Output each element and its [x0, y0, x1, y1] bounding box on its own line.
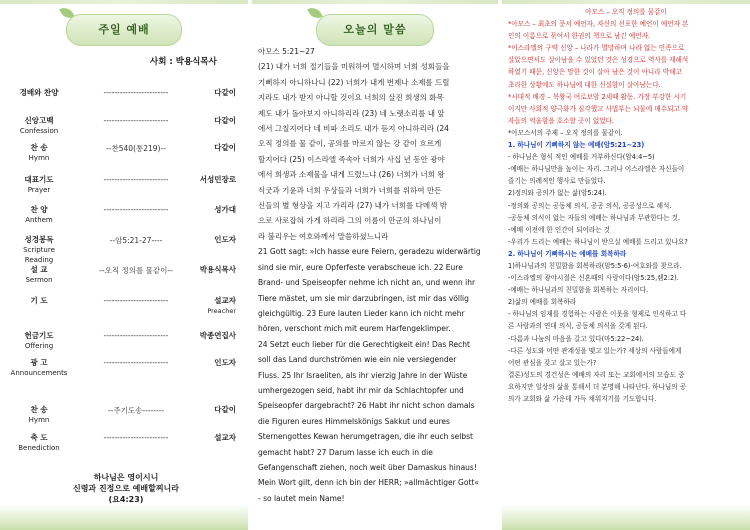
sermon-note-line: 아모스 – 오직 정의를 물같이: [585, 8, 667, 16]
scripture-text: [258, 44, 492, 506]
order-row: [0, 143, 248, 169]
order-row-label-text: 축 도: [30, 433, 48, 442]
order-row-label: [8, 235, 70, 265]
sermon-note-line: *이스라엘의 구약 신앙 – 나라가 멸망하며 나라 없는 민족으로: [508, 44, 685, 53]
order-row-detail: --오직 정의를 물같이--: [99, 266, 173, 275]
scripture-line: 으로 사로잡혀 가게 하리라 그의 이름이 만군의 하나님이: [258, 216, 442, 226]
scripture-line: die Figuren eures Himmelskönigs Sakkut und eures: [258, 416, 450, 426]
order-row-leader-text: 설교자: [214, 433, 236, 442]
order-of-worship-panel: [0, 0, 248, 530]
order-row-leader: [214, 88, 236, 98]
order-row-label-text: 신앙고백: [24, 116, 54, 125]
order-row-leader: [214, 143, 236, 153]
sermon-note-line: *시대적 배경 – 북왕국 여로보암 2세때 활동. 가장 부강한 시기: [508, 92, 687, 101]
scripture-line: 신들의 별 형상을 지고 가리라 (27) 내가 너희를 다메섹 밖: [258, 201, 447, 211]
scripture-line: Speiseopfer dargebracht? 26 Habt ihr nicht schon damals: [258, 401, 475, 411]
order-row-sublabel: Benediction: [18, 444, 60, 452]
scripture-line: 지라도 내가 받지 아니할 것이요 너희의 살진 희생의 화목: [258, 93, 444, 103]
order-row-label-text: 광 고: [30, 358, 48, 367]
order-title: 주일 예배: [66, 14, 182, 46]
order-row-sublabel: Sermon: [25, 276, 53, 284]
motto: [36, 472, 216, 505]
scripture-line: 식굿과 기윤과 너희 우상들과 너희가 너희를 위하여 만든: [258, 185, 442, 195]
scripture-line: 할지어다 (25) 이스라엘 족속아 너희가 사십 년 동안 광야: [258, 154, 445, 164]
motto-line: 하나님은 영이시니: [93, 473, 159, 482]
order-row-sublabel: Announcements: [10, 369, 68, 377]
order-row-leader: [207, 296, 236, 316]
sermon-note-line: - 하나님의 임재를 경험하는 사람은 이웃을 형제로 인식하고 다: [508, 310, 687, 319]
order-row-detail: ------------------------: [103, 88, 169, 97]
order-row: [0, 175, 248, 201]
sermon-note-line: - 하나님은 형식 적인 예배를 거부하신다(암4:4~5): [508, 153, 655, 162]
sermon-note-line: -이스라엘의 광야시절은 신혼때의 사랑이다(암5:25,렘2:2).: [508, 274, 679, 283]
order-row-detail: ------------------------: [103, 331, 169, 340]
order-row-detail: --주기도송--------: [107, 406, 165, 415]
sermon-note-line: 즐기는 의례적인 행사로 만들었다.: [508, 177, 606, 186]
scripture-line: 에서 그칠지어다 네 비파 소리도 내가 듣지 아니하리라 (24: [258, 124, 449, 134]
order-row-sublabel: Confession: [19, 127, 59, 135]
sermon-note-line: 인의 이름으로 묶여서 한권의 책으로 남긴 예언자.: [508, 32, 651, 41]
scripture-line: Sternengottes Kewan herumgetragen, die ihr euch selbst: [258, 432, 473, 442]
order-row-leader: [214, 116, 236, 126]
order-row: [0, 88, 248, 114]
order-row-leader: [214, 433, 236, 443]
sermon-note-line: -예배는 하나님만을 높이는 자리. 그러나 이스라엘은 자신들이: [508, 165, 685, 174]
order-row-sublabel: Anthem: [25, 216, 53, 224]
sermon-note-line: 의가 교회와 삶 가운데 가득 채워지기를 기도합니다.: [508, 395, 657, 403]
scripture-line: sind sie mir, eure Opferfeste verabscheue ich. 22 Eure: [258, 262, 463, 272]
scripture-title: 오늘의 말씀: [316, 14, 434, 46]
sermon-note-line: 1)하나님과의 친밀함을 회복하라(암5:5-6)-여호와를 찾으라.: [508, 261, 682, 270]
sermon-notes-text: [508, 6, 744, 405]
order-row-detail: ------------------------: [103, 296, 169, 305]
scripture-line: - so lautet mein Name!: [258, 493, 345, 503]
sermon-note-line: 살았으면서도 살아남을 수 있었던 것은 성경으로 역사를 재해석: [508, 56, 689, 65]
order-row-detail: ------------------------: [103, 358, 169, 367]
scripture-line: 에서 희생과 소제물을 내게 드렸느냐 (26) 너희가 너희 왕: [258, 170, 445, 180]
order-row-detail: ------------------------: [103, 175, 169, 184]
scripture-line: (21) 내가 너희 절기들을 미워하여 멸시하며 너희 성회들을: [258, 62, 450, 72]
sermon-note-line: 2. 하나님이 기뻐하시는 예배를 회복하라: [508, 249, 627, 258]
order-row-leader-text: 설교자: [214, 296, 236, 305]
sermon-note-line: -다름과 나눔의 마음을 갈고 있다(마5:22~24).: [508, 334, 644, 343]
order-row-leader-text: 성가대: [214, 205, 236, 214]
order-row-label: [8, 265, 70, 285]
scripture-line: Tiere mästet, um sie mir darzubringen, ist mir das völlig: [258, 293, 469, 303]
panel-top-border: [502, 0, 750, 4]
scripture-line: Gefangenschaft ziehen, noch weit über Damaskus hinaus!: [258, 462, 477, 472]
order-row-leader: [214, 205, 236, 215]
order-row: [0, 116, 248, 142]
scripture-line: 오직 정의를 물 같이, 공의를 마르지 않는 강 같이 흐르게: [258, 139, 442, 149]
sermon-note-line: -공동체 의식이 없는 자들의 예배는 하나님과 무관한다는 것.: [508, 213, 681, 222]
order-row-label-text: 설 교: [30, 265, 48, 274]
order-row-label: [8, 296, 70, 306]
sermon-note-line: 하였기 때문, 신앙은 망한 것이 살아 남은 것이 아니라 박해고: [508, 68, 682, 77]
order-row-label: [8, 143, 70, 163]
sermon-note-line: *아모스 – 최초의 문서 예언자, 자신의 선포한 예언이 예언자 본: [508, 20, 689, 29]
order-row-label: [8, 331, 70, 351]
order-row-label: [8, 358, 70, 378]
scripture-line: gemacht habt? 27 Darum lasse ich euch in die: [258, 447, 433, 457]
sermon-note-line: -예배는 하나님과의 친밀함을 회복하는 자리이다.: [508, 286, 649, 295]
order-row-label: [8, 116, 70, 136]
sermon-note-line: 요하지만 일상의 삶을 통해서 더 분명해 나타난다. 하나님의 공: [508, 382, 687, 391]
panel-top-border: [252, 0, 498, 4]
order-row-label-text: 경배와 찬양: [19, 88, 59, 97]
order-row: [0, 265, 248, 291]
order-row-label-text: 찬 송: [30, 143, 48, 152]
order-row: [0, 405, 248, 431]
sermon-note-line: 결론)성도의 경건성은 예배의 자리 또는 교회에서의 모습도 중: [508, 370, 685, 379]
sermon-note-line: 른 사람과의 연대 의식, 공동체 의식을 갖게 된다.: [508, 322, 648, 331]
order-row-label: [8, 205, 70, 225]
order-row-detail: ------------------------: [103, 116, 169, 125]
order-row-leader-text: 다같이: [214, 116, 236, 125]
order-row-sublabel: Hymn: [28, 416, 50, 424]
order-row-leader: [200, 265, 236, 275]
scripture-panel: [252, 0, 498, 530]
order-row-detail: --찬540(통219)--: [106, 144, 166, 153]
scripture-line: 아모스 5:21~27: [258, 47, 315, 56]
order-row-leader-text: 다같이: [214, 143, 236, 152]
order-row-leader-text: 박종연집사: [199, 331, 236, 340]
order-row-sublabel: Prayer: [27, 186, 51, 194]
order-row-label-text: 헌금기도: [24, 331, 54, 340]
motto-line: (요4:23): [108, 495, 144, 504]
order-row-label-text: 찬 양: [30, 205, 48, 214]
sermon-note-line: *아모스서의 주제 – 오직 정의를 물같이.: [508, 128, 623, 137]
scripture-line: Brand- und Speiseopfer nehme ich nicht an, und wenn ihr: [258, 278, 476, 288]
order-row-detail: ------------------------: [103, 205, 169, 214]
order-row-label-text: 찬 송: [30, 405, 48, 414]
order-row-label-text: 성경봉독: [24, 235, 54, 244]
order-row: [0, 358, 248, 384]
order-row-leader-text: 인도자: [214, 358, 236, 367]
order-row-label: [8, 433, 70, 453]
sermon-note-line: 이지만 사회적 양극화가 심각했고 사법부는 뇌물에 매수되고 약: [508, 104, 689, 113]
scripture-line: hören, verschont mich mit eurem Harfengeklimper.: [258, 324, 451, 334]
order-row-detail: --암5:21-27----: [109, 236, 163, 245]
order-row-leader: [214, 405, 236, 415]
scripture-line: 라 불리우는 여호와께서 말씀하셨느니라: [258, 231, 389, 241]
order-row-leader-text: 서성민장로: [199, 175, 236, 184]
order-row-leader-sub: Preacher: [207, 307, 236, 315]
sermon-note-line: 초라한 상황에도 하나님에 대한 신실함이 살아남는다.: [508, 80, 661, 89]
order-row-detail: ------------------------: [103, 433, 169, 442]
sermon-note-line: 2)삶의 예배를 회복하라: [508, 298, 577, 307]
sermon-note-line: 어떤 관심을 갖고 살고 있는가?: [508, 358, 597, 367]
scripture-line: Fluss. 25 Ihr Israeliten, als ihr vierzig Jahre in der Wüste: [258, 370, 468, 380]
order-row: [0, 205, 248, 231]
order-row-leader: [214, 235, 236, 245]
panel-top-border: [0, 0, 248, 4]
meadow-decoration: [502, 504, 750, 530]
sermon-notes-panel: [502, 0, 750, 530]
order-row-leader-text: 다같이: [214, 405, 236, 414]
order-row-leader: [200, 175, 236, 185]
sermon-note-line: -다른 성도와 어떤 관계성을 맺고 있는가? 세상의 사람들에게: [508, 346, 682, 355]
scripture-line: 24 Setzt euch lieber für die Gerechtigkeit ein! Das Recht: [258, 339, 470, 349]
scripture-line: gleichgültig. 23 Eure lauten Lieder kann ich nicht mehr: [258, 308, 465, 318]
order-row-leader: [214, 358, 236, 368]
motto-line: 신령과 진정으로 예배할찌니라: [72, 484, 180, 493]
scripture-line: Mein Wort gilt, denn ich bin der HERR; »allmächtiger Gott«: [258, 478, 479, 488]
sermon-note-line: -우리가 드리는 예배는 하나님이 받으실 예배를 드리고 있나요?: [508, 237, 688, 246]
order-row-label: [8, 405, 70, 425]
order-row: [0, 296, 248, 322]
scripture-line: umhergezogen seid, habt ihr mir da Schlachtopfer und: [258, 385, 464, 395]
scripture-line: 제도 내가 돌아보지 아니하리라 (23) 네 노랫소리를 내 앞: [258, 108, 445, 118]
order-row-sublabel: Hymn: [28, 154, 50, 162]
order-row-sublabel: Offering: [24, 342, 54, 350]
presider: 사회 : 박용식목사: [150, 57, 217, 67]
order-row-leader-text: 다같이: [214, 88, 236, 97]
order-row-sublabel: Scripture Reading: [23, 246, 55, 264]
order-row: [0, 331, 248, 357]
sermon-note-line: -정의와 공의는 공동체 의식, 공공 의식, 공공성으로 해석.: [508, 201, 672, 210]
sermon-note-line: 2)정의와 공의가 없는 삶(암5:24).: [508, 189, 607, 198]
scripture-line: soll das Land durchströmen wie ein nie versiegender: [258, 355, 457, 365]
order-row-leader-text: 박용식목사: [199, 265, 236, 274]
sermon-note-line: 1. 하나님이 기뻐하지 않는 예배(암5:21~23): [508, 141, 645, 150]
order-row-label: [8, 175, 70, 195]
scripture-line: 21 Gott sagt: »Ich hasse eure Feiern, geradezu widerwärtig: [258, 247, 481, 257]
order-row-label: [8, 88, 70, 98]
sermon-note-line: 자들의 억울함을 호소할 곳이 없었다.: [508, 116, 615, 125]
sermon-note-line: -예배 이전에 한 인간이 되어라는 것: [508, 225, 611, 234]
order-row-leader-text: 인도자: [214, 235, 236, 244]
meadow-decoration: [0, 504, 248, 530]
order-row: [0, 433, 248, 459]
order-row-label-text: 대표기도: [24, 175, 54, 184]
order-row: [0, 235, 248, 264]
scripture-line: 기뻐하지 아니하나니 (22) 너희가 내게 번제나 소제를 드릴: [258, 77, 450, 87]
order-row-leader: [200, 331, 236, 341]
order-row-label-text: 기 도: [30, 296, 48, 305]
